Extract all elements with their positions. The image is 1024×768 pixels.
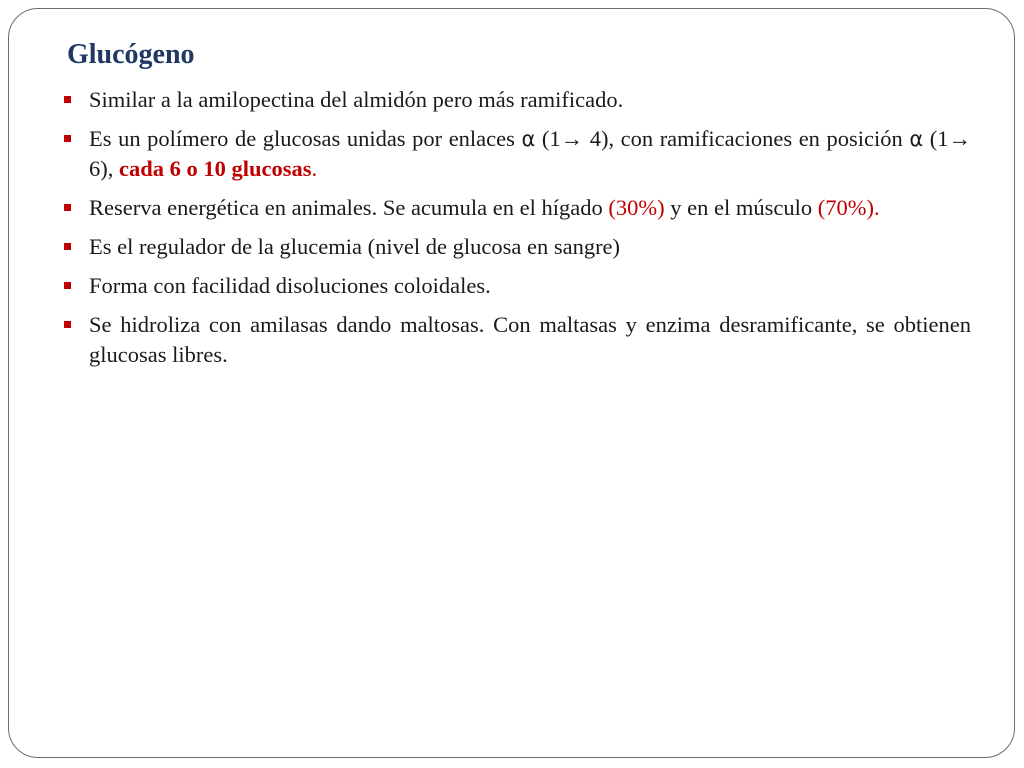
percentage-liver: (30%) bbox=[608, 195, 665, 220]
bullet-text: Forma con facilidad disoluciones coloidales. bbox=[89, 273, 491, 298]
square-bullet-icon bbox=[64, 135, 71, 142]
slide-frame bbox=[8, 8, 1015, 758]
slide-title: Glucógeno bbox=[67, 39, 195, 70]
square-bullet-icon bbox=[64, 204, 71, 211]
bullet-text: Similar a la amilopectina del almidón pero más ramificado. bbox=[89, 87, 624, 112]
bullet-text: . bbox=[311, 156, 318, 181]
bullet-item-6 bbox=[59, 310, 971, 370]
alpha-symbol: α bbox=[521, 127, 536, 151]
bullet-item-5 bbox=[59, 271, 971, 301]
bullet-text: Es un polímero de glucosas unidas por enlaces bbox=[89, 126, 522, 151]
square-bullet-icon bbox=[64, 96, 71, 103]
bullet-text: y en el músculo bbox=[664, 195, 818, 220]
bullet-item-3 bbox=[59, 193, 971, 223]
alpha-symbol: α bbox=[909, 127, 924, 151]
bullet-item-2 bbox=[59, 124, 971, 184]
bullet-text: (1→ 6), bbox=[89, 126, 971, 181]
square-bullet-icon bbox=[64, 321, 71, 328]
bullet-item-4 bbox=[59, 232, 971, 262]
bullet-list bbox=[59, 85, 971, 379]
square-bullet-icon bbox=[64, 243, 71, 250]
bullet-text: Es el regulador de la glucemia (nivel de glucosa en sangre) bbox=[89, 234, 621, 259]
bullet-text: (1→ 4), con ramificaciones en posición bbox=[535, 126, 910, 151]
highlight-text: cada 6 o 10 glucosas bbox=[119, 156, 312, 181]
percentage-muscle: (70%). bbox=[817, 195, 880, 220]
square-bullet-icon bbox=[64, 282, 71, 289]
bullet-item-1 bbox=[59, 85, 971, 115]
bullet-text: Reserva energética en animales. Se acumula en el hígado bbox=[89, 195, 609, 220]
bullet-text: Se hidroliza con amilasas dando maltosas. Con maltasas y enzima desramificante, se obtienen glucosas libres. bbox=[89, 312, 971, 367]
